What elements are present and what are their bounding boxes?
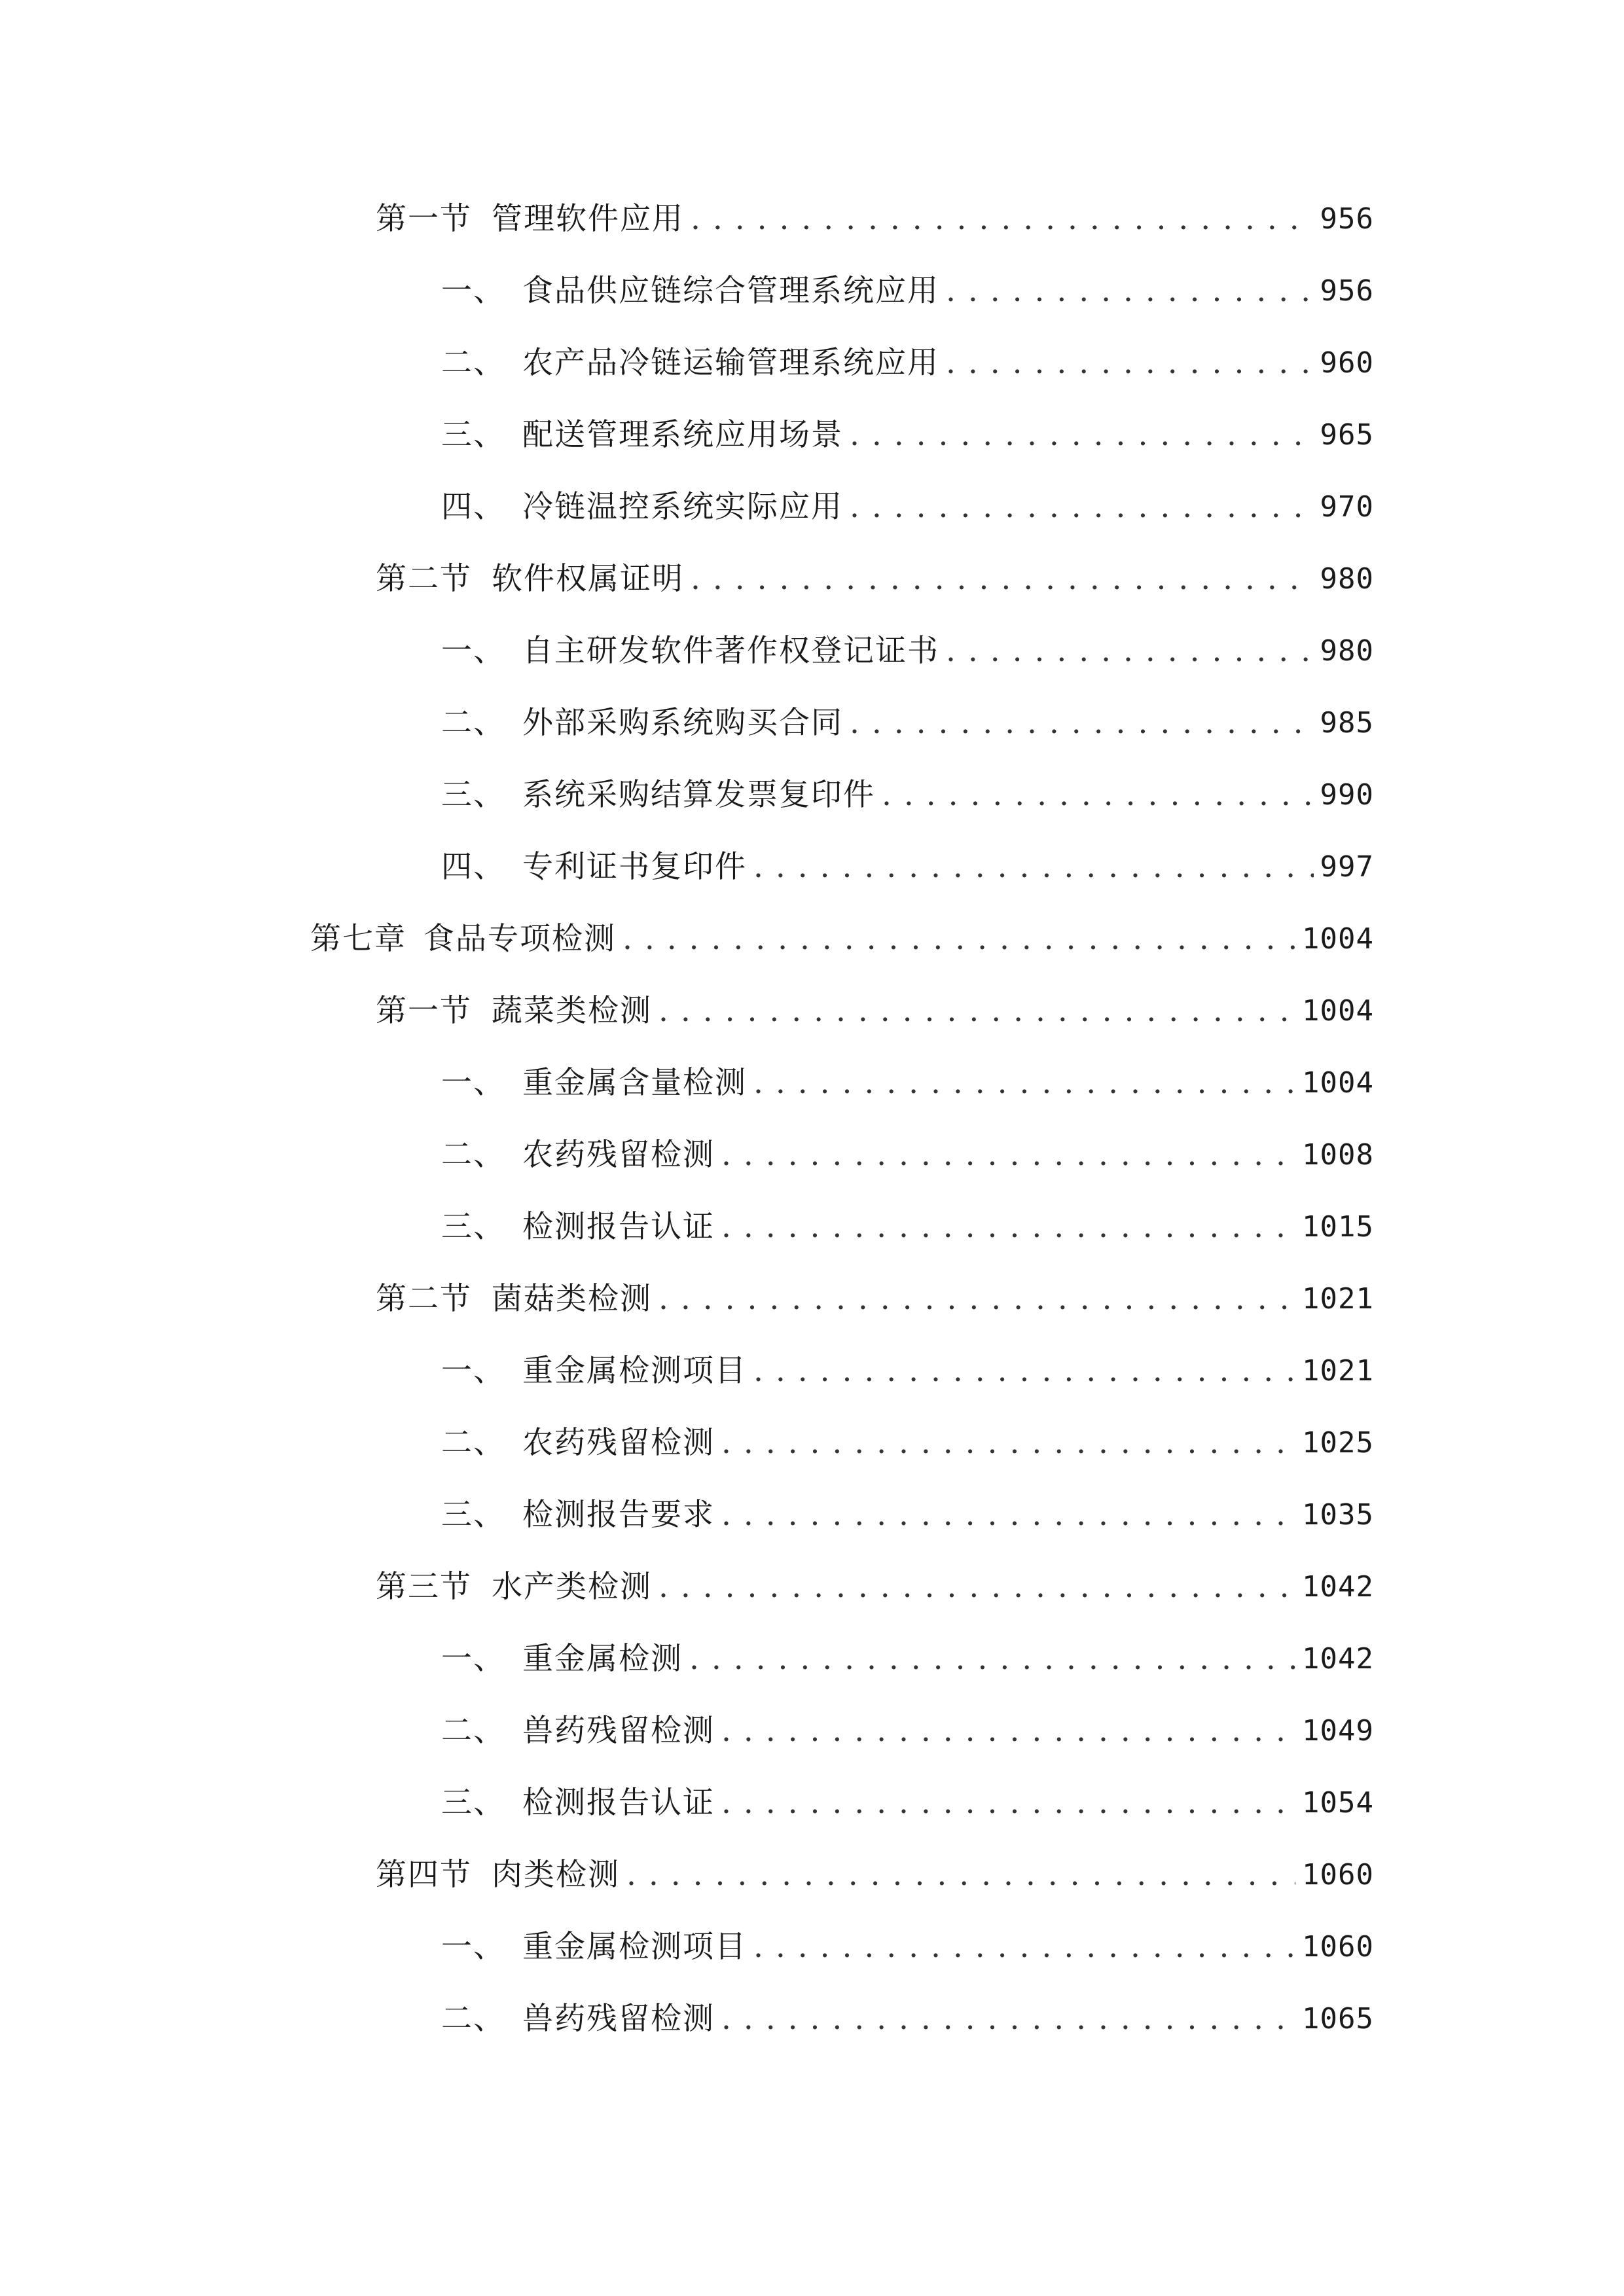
toc-entry-marker: 第一节 [376, 993, 472, 1029]
toc-entry-marker: 三、 [441, 1209, 505, 1245]
toc-entry-page-number: 1021 [1302, 1354, 1374, 1388]
toc-entry-page-number: 1035 [1302, 1498, 1374, 1532]
toc-entry-title: 肉类检测 [492, 1857, 620, 1893]
dot-leader [753, 1345, 1295, 1397]
toc-item-entry[interactable] [441, 337, 1374, 389]
toc-chapter-entry[interactable] [310, 913, 1374, 965]
toc-entry-title: 系统采购结算发票复印件 [522, 777, 875, 813]
toc-entry-page-number: 1008 [1302, 1138, 1374, 1172]
dot-leader [691, 193, 1314, 245]
toc-entry-page-number: 1025 [1302, 1426, 1374, 1460]
toc-entry-page-number: 1054 [1302, 1786, 1374, 1820]
toc-entry-title: 重金属检测项目 [522, 1929, 747, 1965]
toc-entry-page-number: 1042 [1302, 1570, 1374, 1604]
toc-section-entry[interactable] [376, 1561, 1374, 1613]
dot-leader [753, 1057, 1295, 1109]
toc-entry-page-number: 990 [1320, 778, 1374, 812]
toc-entry-title: 食品专项检测 [424, 921, 616, 957]
toc-entry-title: 农药残留检测 [522, 1137, 715, 1173]
toc-entry-page-number: 970 [1320, 490, 1374, 524]
toc-entry-page-number: 1049 [1302, 1714, 1374, 1748]
toc-entry-page-number: 997 [1320, 850, 1374, 884]
dot-leader [946, 337, 1314, 389]
toc-entry-marker: 一、 [441, 633, 505, 669]
toc-entry-marker: 第一节 [376, 201, 472, 237]
dot-leader [753, 841, 1314, 893]
toc-entry-title: 菌菇类检测 [492, 1281, 652, 1317]
dot-leader [946, 625, 1314, 677]
dot-leader [721, 1201, 1295, 1253]
toc-entry-marker: 第二节 [376, 1281, 472, 1317]
toc-item-entry[interactable] [441, 1345, 1374, 1397]
toc-entry-page-number: 1065 [1302, 2002, 1374, 2036]
dot-leader [623, 913, 1295, 965]
dot-leader [721, 1129, 1295, 1181]
toc-entry-title: 兽药残留检测 [522, 1713, 715, 1749]
toc-item-entry[interactable] [441, 1057, 1374, 1109]
toc-entry-page-number: 1060 [1302, 1858, 1374, 1892]
toc-section-entry[interactable] [376, 1849, 1374, 1901]
toc-item-entry[interactable] [441, 265, 1374, 317]
toc-entry-page-number: 1060 [1302, 1930, 1374, 1964]
toc-entry-title: 食品供应链综合管理系统应用 [522, 273, 939, 309]
dot-leader [659, 1273, 1295, 1325]
dot-leader [691, 553, 1314, 605]
toc-entry-title: 配送管理系统应用场景 [522, 417, 843, 453]
toc-entry-title: 蔬菜类检测 [492, 993, 652, 1029]
toc-entry-marker: 三、 [441, 417, 505, 453]
toc-entry-marker: 一、 [441, 1353, 505, 1389]
dot-leader [753, 1921, 1295, 1973]
toc-entry-title: 重金属检测项目 [522, 1353, 747, 1389]
toc-entry-title: 软件权属证明 [492, 561, 684, 597]
toc-entry-title: 检测报告认证 [522, 1785, 715, 1821]
toc-entry-title: 水产类检测 [492, 1569, 652, 1605]
toc-entry-page-number: 1021 [1302, 1282, 1374, 1316]
toc-entry-page-number: 980 [1320, 562, 1374, 596]
toc-item-entry[interactable] [441, 481, 1374, 533]
toc-entry-marker: 二、 [441, 345, 505, 381]
toc-item-entry[interactable] [441, 1777, 1374, 1829]
toc-entry-page-number: 965 [1320, 418, 1374, 452]
toc-entry-title: 重金属检测 [522, 1641, 683, 1677]
toc-section-entry[interactable] [376, 985, 1374, 1037]
toc-entry-marker: 第七章 [310, 921, 406, 957]
toc-entry-marker: 二、 [441, 1713, 505, 1749]
toc-entry-page-number: 960 [1320, 346, 1374, 380]
toc-entry-marker: 三、 [441, 1785, 505, 1821]
toc-entry-title: 自主研发软件著作权登记证书 [522, 633, 939, 669]
dot-leader [721, 1705, 1295, 1757]
toc-item-entry[interactable] [441, 625, 1374, 677]
toc-entry-marker: 四、 [441, 489, 505, 525]
toc-entry-marker: 四、 [441, 849, 505, 885]
toc-entry-marker: 第三节 [376, 1569, 472, 1605]
toc-entry-marker: 三、 [441, 777, 505, 813]
toc-item-entry[interactable] [441, 1201, 1374, 1253]
toc-entry-title: 检测报告要求 [522, 1497, 715, 1533]
toc-entry-title: 兽药残留检测 [522, 2001, 715, 2037]
toc-entry-marker: 一、 [441, 1641, 505, 1677]
dot-leader [721, 1489, 1295, 1541]
toc-section-entry[interactable] [376, 1273, 1374, 1325]
toc-item-entry[interactable] [441, 1489, 1374, 1541]
toc-section-entry[interactable] [376, 193, 1374, 245]
toc-item-entry[interactable] [441, 1417, 1374, 1469]
toc-entry-marker: 第二节 [376, 561, 472, 597]
toc-entry-marker: 二、 [441, 1137, 505, 1173]
toc-entry-marker: 一、 [441, 1065, 505, 1101]
toc-section-entry[interactable] [376, 553, 1374, 605]
toc-item-entry[interactable] [441, 1633, 1374, 1685]
toc-item-entry[interactable] [441, 1921, 1374, 1973]
toc-entry-marker: 二、 [441, 2001, 505, 2037]
dot-leader [689, 1633, 1295, 1685]
toc-item-entry[interactable] [441, 409, 1374, 461]
dot-leader [721, 1417, 1295, 1469]
toc-item-entry[interactable] [441, 1993, 1374, 2045]
toc-item-entry[interactable] [441, 841, 1374, 893]
toc-item-entry[interactable] [441, 1129, 1374, 1181]
toc-entry-title: 外部采购系统购买合同 [522, 705, 843, 741]
toc-entry-marker: 三、 [441, 1497, 505, 1533]
toc-entry-title: 专利证书复印件 [522, 849, 747, 885]
toc-entry-page-number: 1004 [1302, 922, 1374, 956]
dot-leader [882, 769, 1314, 821]
dot-leader [850, 481, 1314, 533]
dot-leader [659, 1561, 1295, 1613]
toc-item-entry[interactable] [441, 1705, 1374, 1757]
toc-entry-title: 冷链温控系统实际应用 [522, 489, 843, 525]
toc-entry-page-number: 956 [1320, 202, 1374, 236]
toc-entry-page-number: 956 [1320, 274, 1374, 308]
toc-entry-marker: 一、 [441, 1929, 505, 1965]
toc-item-entry[interactable] [441, 769, 1374, 821]
dot-leader [659, 985, 1295, 1037]
toc-entry-title: 管理软件应用 [492, 201, 684, 237]
toc-entry-marker: 二、 [441, 1425, 505, 1461]
toc-entry-page-number: 1015 [1302, 1210, 1374, 1244]
toc-entry-title: 农产品冷链运输管理系统应用 [522, 345, 939, 381]
toc-entry-page-number: 1004 [1302, 1066, 1374, 1100]
toc-entry-marker: 第四节 [376, 1857, 472, 1893]
toc-entry-marker: 二、 [441, 705, 505, 741]
dot-leader [946, 265, 1314, 317]
toc-entry-page-number: 985 [1320, 706, 1374, 740]
toc-entry-title: 重金属含量检测 [522, 1065, 747, 1101]
toc-entry-page-number: 1042 [1302, 1642, 1374, 1676]
toc-entry-title: 检测报告认证 [522, 1209, 715, 1245]
dot-leader [721, 1993, 1295, 2045]
dot-leader [721, 1777, 1295, 1829]
toc-entry-page-number: 1004 [1302, 994, 1374, 1028]
dot-leader [850, 697, 1314, 749]
toc-entry-marker: 一、 [441, 273, 505, 309]
dot-leader [850, 409, 1314, 461]
dot-leader [626, 1849, 1295, 1901]
toc-entry-page-number: 980 [1320, 634, 1374, 668]
toc-item-entry[interactable] [441, 697, 1374, 749]
toc-entry-title: 农药残留检测 [522, 1425, 715, 1461]
